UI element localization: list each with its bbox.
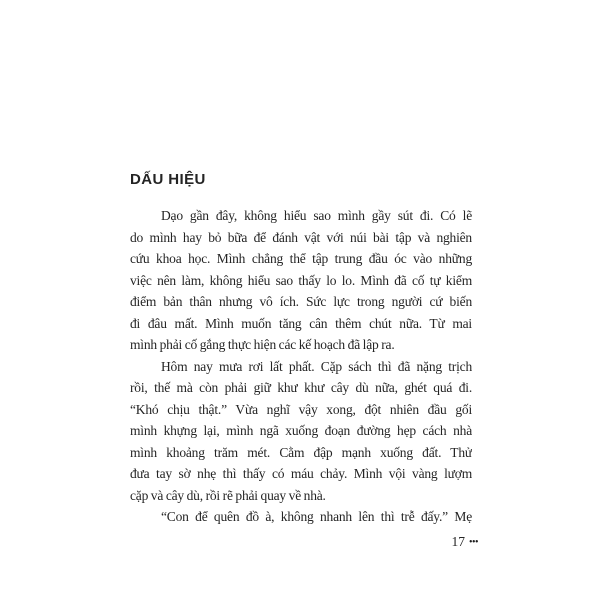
text-line: “Con để quên đồ à, không nhanh lên thì trễ đấy.” Mẹ: [161, 509, 472, 524]
chapter-heading: DẤU HIỆU: [130, 171, 206, 188]
paragraph: [130, 356, 472, 507]
text-line: rồi, thế mà còn phải giữ khư khư cây dù nữa, ghét quá đi.: [130, 380, 472, 395]
paragraph: [130, 506, 472, 528]
text-line: cứu khoa học. Mình chẳng thể tập trung đầu óc vào những: [130, 251, 472, 266]
text-line: mình phải cố gắng thực hiện các kế hoạch đã lập ra.: [130, 337, 395, 352]
text-line: điểm bản thân nhưng vô ích. Sức lực trong người cứ biến: [130, 294, 472, 309]
text-line: mình khựng lại, mình ngã xuống đoạn đường hẹp cách nhà: [130, 423, 472, 438]
page-number: 17: [451, 534, 465, 549]
text-line: “Khó chịu thật.” Vừa nghĩ vậy xong, đột nhiên đầu gối: [130, 401, 472, 417]
text-line: Hôm nay mưa rơi lất phất. Cặp sách thì đã nặng trịch: [161, 358, 472, 374]
page-body: [130, 205, 472, 528]
text-line: do mình hay bỏ bữa để đánh vật với núi bài tập và nghiên: [130, 229, 472, 245]
text-line: mình khoảng trăm mét. Cằm đập mạnh xuống đất. Thử: [130, 444, 472, 460]
page-progress-dots-icon: •••: [468, 537, 478, 548]
text-line: cặp và cây dù, rồi rẽ phải quay về nhà.: [130, 487, 326, 503]
text-line: đưa tay sờ nhẹ thì thấy có máu chảy. Mình vội vàng lượm: [130, 466, 472, 481]
paragraph: [130, 205, 472, 356]
text-line: việc nên làm, không hiểu sao thấy lo lo. Mình đã cố tự kiểm: [130, 272, 472, 288]
text-line: Dạo gần đây, không hiểu sao mình gầy sút đi. Có lẽ: [161, 208, 472, 223]
text-line: đi đâu mất. Mình muốn tăng cân thêm chút nữa. Từ mai: [130, 315, 472, 331]
page-footer: [130, 534, 478, 550]
